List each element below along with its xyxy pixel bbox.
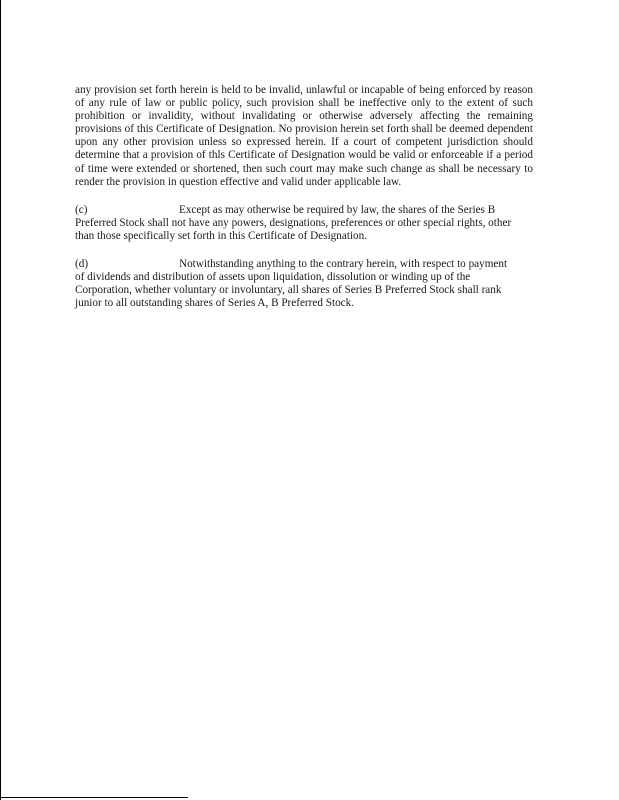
document-page	[75, 84, 533, 310]
left-page-edge	[0, 0, 1, 800]
section-d-line-1	[75, 258, 533, 271]
section-d-line-3: Corporation, whether voluntary or involuntary, all shares of Series B Preferred Stock shall rank	[75, 284, 502, 297]
section-c-line-3: than those specifically set forth in this Certificate of Designation.	[75, 229, 368, 242]
bottom-page-edge	[0, 797, 188, 798]
section-c-text-1: Except as may otherwise be required by law, the shares of the Series B	[179, 203, 496, 216]
section-d-line-4: junior to all outstanding shares of Series A, B Preferred Stock.	[75, 297, 355, 310]
paragraph-spacer	[75, 189, 533, 204]
section-c	[75, 204, 533, 243]
section-d-label: (d)	[75, 258, 89, 271]
section-c-line-1	[75, 204, 533, 217]
section-d-text-1: Notwithstanding anything to the contrary herein, with respect to payment	[179, 258, 508, 271]
paragraph-spacer	[75, 243, 533, 258]
section-d	[75, 258, 533, 310]
section-c-label: (c)	[75, 203, 88, 216]
section-c-line-2: Preferred Stock shall not have any powers, designations, preferences or other special rights, other	[75, 216, 512, 229]
paragraph-intro: any provision set forth herein is held to be invalid, unlawful or incapable of being enforced by reason of any rule of law or public policy, such provision shall be ineffective only to the extent of such prohibition or invalidity, without invalidating or otherwise adversely affecting the remaining provisions of this Certificate of Designation. No provision herein set forth shall be deemed dependent upon any other provision unless so expressed herein. If a court of competent jurisdiction should determine that a provision of thls Certificate of Designation would be valid or enforceable if a period of time were extended or shortened, then such court may make such change as shall be necessary to render the provision in question effective and valid under applicable law.	[75, 84, 533, 188]
section-d-line-2: of dividends and distribution of assets upon liquidation, dissolution or winding up of the	[75, 271, 471, 284]
